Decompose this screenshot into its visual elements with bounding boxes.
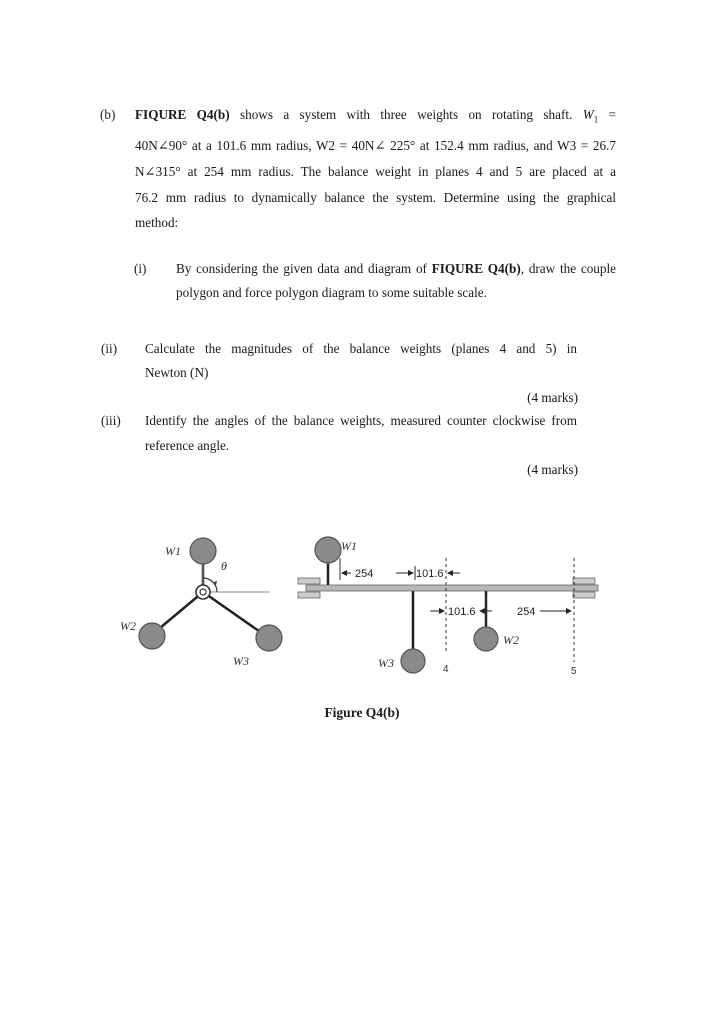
side-view-diagram	[298, 537, 598, 677]
part-ii-line-2: Newton (N)	[145, 365, 209, 380]
part-i-label: (i)	[134, 261, 147, 276]
plane-4-label: 4	[443, 664, 449, 675]
w1-symbol: W	[582, 107, 594, 122]
part-b-line-5: method:	[135, 215, 179, 230]
part-b-line-1	[135, 107, 616, 128]
right-w3-label: W3	[378, 656, 394, 670]
part-ii-label: (ii)	[101, 341, 118, 356]
dim-254-bottom: 254	[517, 606, 536, 618]
part-iii-label: (iii)	[101, 413, 121, 428]
w2-side-weight	[474, 627, 498, 651]
figure-q4b	[118, 522, 608, 682]
arrowhead-icon	[566, 608, 572, 614]
part-iii-line-2: reference angle.	[145, 438, 230, 453]
figure-caption: Figure Q4(b)	[324, 705, 400, 720]
theta-label: θ	[221, 559, 227, 573]
left-w1-label: W1	[165, 544, 181, 558]
part-iii-line-1: Identify the angles of the balance weights, measured counter clockwise from	[145, 413, 577, 428]
arrowhead-icon	[341, 570, 347, 576]
end-view-diagram	[120, 538, 282, 668]
part-i-line-1	[176, 261, 616, 277]
part-ii-line-1: Calculate the magnitudes of the balance weights (planes 4 and 5) in	[145, 341, 577, 356]
w3-arm	[203, 592, 266, 636]
part-b-line-3: N∠315° at 254 mm radius. The balance weight in planes 4 and 5 are placed at a	[135, 164, 616, 179]
w1-side-weight	[315, 537, 341, 563]
arrowhead-icon	[408, 570, 414, 576]
part-b-label: (b)	[100, 107, 116, 122]
part-b-line-2: 40N∠90° at a 101.6 mm radius, W2 = 40N∠ 225° at 152.4 mm radius, and W3 = 26.7	[135, 138, 616, 153]
left-bearing-bottom	[298, 592, 320, 598]
w1-subscript: 1	[593, 114, 599, 125]
plane-5-label: 5	[571, 666, 577, 677]
part-b-text: shows a system with three weights on rotating shaft.	[229, 107, 583, 122]
arrowhead-icon	[479, 608, 485, 614]
dim-254-top: 254	[355, 568, 374, 580]
shaft-hub-inner	[200, 589, 206, 595]
right-bearing-top	[573, 578, 595, 584]
left-w2-label: W2	[120, 619, 136, 633]
part-i-text-b: , draw the couple	[520, 261, 616, 276]
part-i-text-a: By considering the given data and diagram of	[176, 261, 432, 276]
left-bearing-top	[298, 578, 320, 584]
left-w3-label: W3	[233, 654, 249, 668]
right-bearing-bottom	[573, 592, 595, 598]
equals-sign: =	[598, 107, 616, 122]
right-w1-label: W1	[341, 539, 357, 553]
arrowhead-icon	[447, 570, 453, 576]
dim-1016-top: 101.6	[416, 568, 444, 580]
w1-weight	[190, 538, 216, 564]
part-i-line-2: polygon and force polygon diagram to some suitable scale.	[176, 285, 487, 300]
part-b-line-4: 76.2 mm radius to dynamically balance the system. Determine using the graphical	[135, 190, 616, 205]
part-ii-marks: (4 marks)	[527, 390, 578, 405]
right-w2-label: W2	[503, 633, 519, 647]
dim-1016-bottom: 101.6	[448, 606, 476, 618]
part-iii-marks: (4 marks)	[527, 462, 578, 477]
w3-weight	[256, 625, 282, 651]
part-i-figure-reference: FIQURE Q4(b)	[431, 261, 521, 276]
arrowhead-icon	[439, 608, 445, 614]
figure-reference: FIQURE Q4(b)	[135, 107, 230, 122]
shaft	[306, 585, 598, 591]
w3-side-weight	[401, 649, 425, 673]
w2-weight	[139, 623, 165, 649]
